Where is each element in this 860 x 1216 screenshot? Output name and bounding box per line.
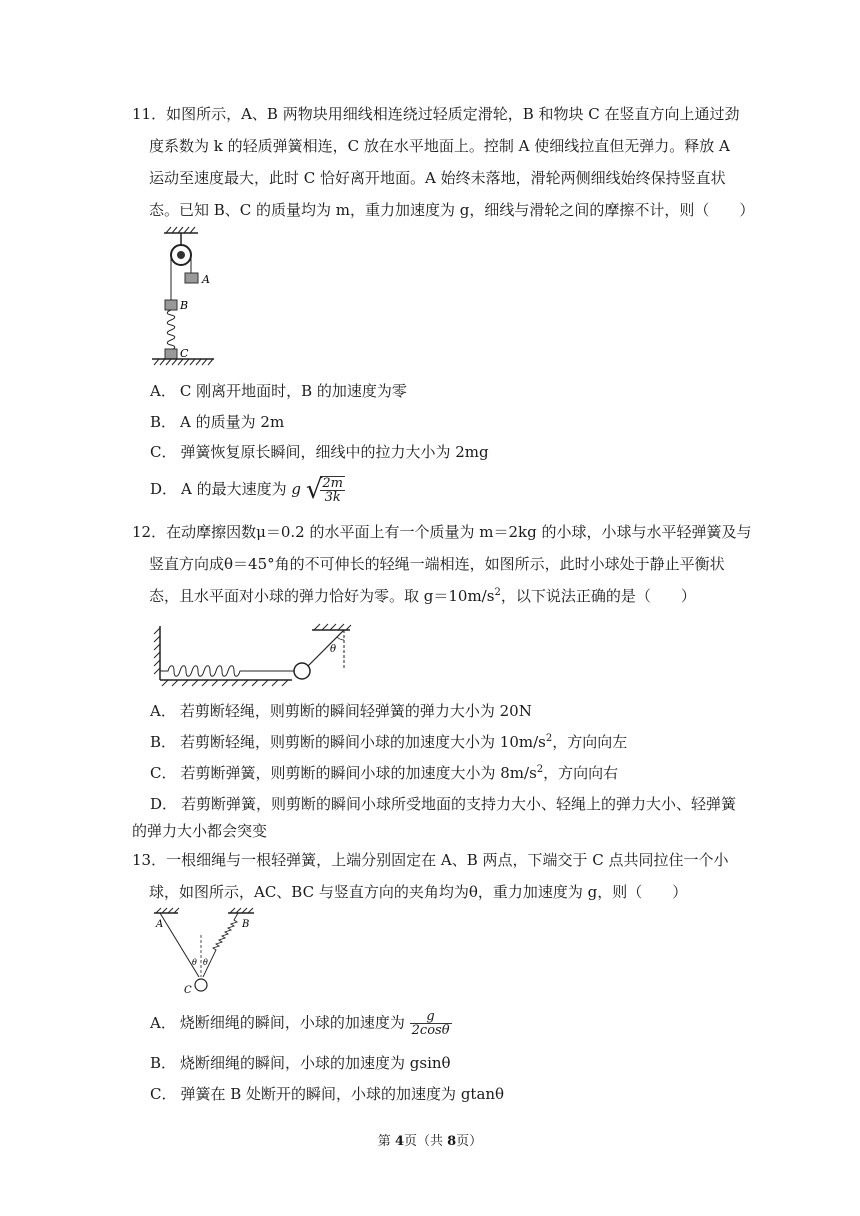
page-total: 8 (447, 1134, 457, 1149)
option-text: 烧断细绳的瞬间，小球的加速度为 (179, 1013, 405, 1032)
question-12 (132, 516, 752, 612)
option-b[interactable] (150, 1052, 451, 1074)
option-d[interactable] (150, 476, 345, 504)
option-label: A． (150, 702, 176, 720)
question-text: 度系数为 k 的轻质弹簧相连，C 放在水平地面上。控制 A 使细线拉直但无弹力。释放 A (149, 137, 730, 155)
question-text: 12．在动摩擦因数μ＝0.2 的水平面上有一个质量为 m＝2kg 的小球，小球与水平轻弹簧及与 (132, 523, 752, 541)
question-text: 态。已知 B、C 的质量均为 m，重力加速度为 g，细线与滑轮之间的摩擦不计，则（ ） (149, 201, 755, 219)
theta-label-left: θ (192, 958, 197, 967)
question-13 (132, 844, 732, 908)
option-c[interactable]: C． 若剪断弹簧，则剪断的瞬间小球的加速度大小为 $8m/s^2$，方向向右 (150, 764, 619, 782)
label-c: C (180, 347, 189, 360)
theta-label: θ (330, 644, 337, 655)
option-text: 若剪断弹簧，则剪断的瞬间小球的加速度大小为 8m/s (180, 764, 537, 782)
option-text: A 的质量为 2m (180, 413, 285, 431)
option-text: 若剪断弹簧，则剪断的瞬间小球所受地面的支持力大小、轻绳上的弹力大小、轻弹簧 (181, 795, 737, 813)
option-label: B． (150, 1054, 177, 1072)
fraction-denominator: 2cosθ (411, 1023, 450, 1038)
fraction (410, 1010, 452, 1037)
option-text: C 刚离开地面时，B 的加速度为零 (179, 382, 407, 400)
option-b[interactable] (150, 411, 284, 433)
option-a[interactable] (150, 380, 407, 402)
option-label: A． (150, 382, 176, 400)
option-label: D． (150, 480, 178, 498)
option-c[interactable] (150, 1083, 504, 1105)
label-b: B (180, 299, 189, 312)
option-d-continuation: 的弹力大小都会突变 (132, 822, 268, 840)
option-label: C． (150, 1085, 177, 1103)
pulley-spring-figure (150, 225, 240, 375)
option-text: 烧断细绳的瞬间，小球的加速度为 gsinθ (180, 1054, 451, 1072)
option-text: 若剪断轻绳，则剪断的瞬间轻弹簧的弹力大小为 20N (179, 702, 532, 720)
sqrt-formula: √ $\frac{2m}{3k}$ (305, 475, 343, 505)
formula-g: g (291, 480, 302, 498)
option-c[interactable] (150, 441, 489, 463)
theta-label-right: θ (203, 958, 208, 967)
question-text: 竖直方向成θ＝45°角的不可伸长的轻绳一端相连，如图所示，此时小球处于静止平衡状 (149, 555, 725, 573)
option-label: A． (150, 1013, 176, 1032)
option-d[interactable] (150, 793, 736, 815)
label-a: A (202, 273, 210, 286)
option-a[interactable] (150, 1010, 452, 1037)
option-text: 若剪断轻绳，则剪断的瞬间小球的加速度大小为 10m/s (180, 733, 546, 751)
option-label: C． (150, 443, 177, 461)
question-text: 11．如图所示，A、B 两物块用细线相连绕过轻质定滑轮，B 和物块 C 在竖直方向上通过劲 (132, 105, 740, 123)
fraction-denominator: 3k (324, 490, 341, 505)
fraction-numerator: 2m (322, 476, 343, 491)
label-a: A (156, 919, 164, 930)
option-b[interactable]: B． 若剪断轻绳，则剪断的瞬间小球的加速度大小为 $10m/s^2$，方向向左 (150, 733, 628, 751)
page-footer: 第 4页（共 8页） (377, 1134, 483, 1149)
question-text: 态，且水平面对小球的弹力恰好为零。取 $g=10m/s^2$，以下说法正确的是（ ） (149, 587, 696, 605)
question-text: 运动至速度最大，此时 C 恰好离开地面。A 始终未落地，滑轮两侧细线始终保持竖直状 (149, 169, 726, 187)
question-11 (132, 98, 755, 226)
rope-spring-ball-figure (150, 907, 260, 997)
option-label: B． (150, 413, 177, 431)
question-text: 13．一根细绳与一根轻弹簧，上端分别固定在 A、B 两点，下端交于 C 点共同拉住一个小 (132, 851, 729, 869)
fraction-numerator: g (410, 1010, 452, 1024)
question-text: 球，如图所示，AC、BC 与竖直方向的夹角均为θ，重力加速度为 g，则（ ） (149, 883, 688, 901)
page-number: 4 (394, 1134, 404, 1149)
option-label: B． (150, 733, 177, 751)
option-label: D． (150, 795, 178, 813)
option-label: C． (150, 764, 177, 782)
option-a[interactable] (150, 700, 532, 722)
option-text: 弹簧恢复原长瞬间，细线中的拉力大小为 2mg (180, 443, 489, 461)
option-text: A 的最大速度为 (181, 480, 287, 498)
label-c: C (184, 985, 192, 996)
spring-rope-figure (152, 622, 352, 692)
option-text: 弹簧在 B 处断开的瞬间，小球的加速度为 gtanθ (180, 1085, 505, 1103)
label-b: B (242, 919, 250, 930)
